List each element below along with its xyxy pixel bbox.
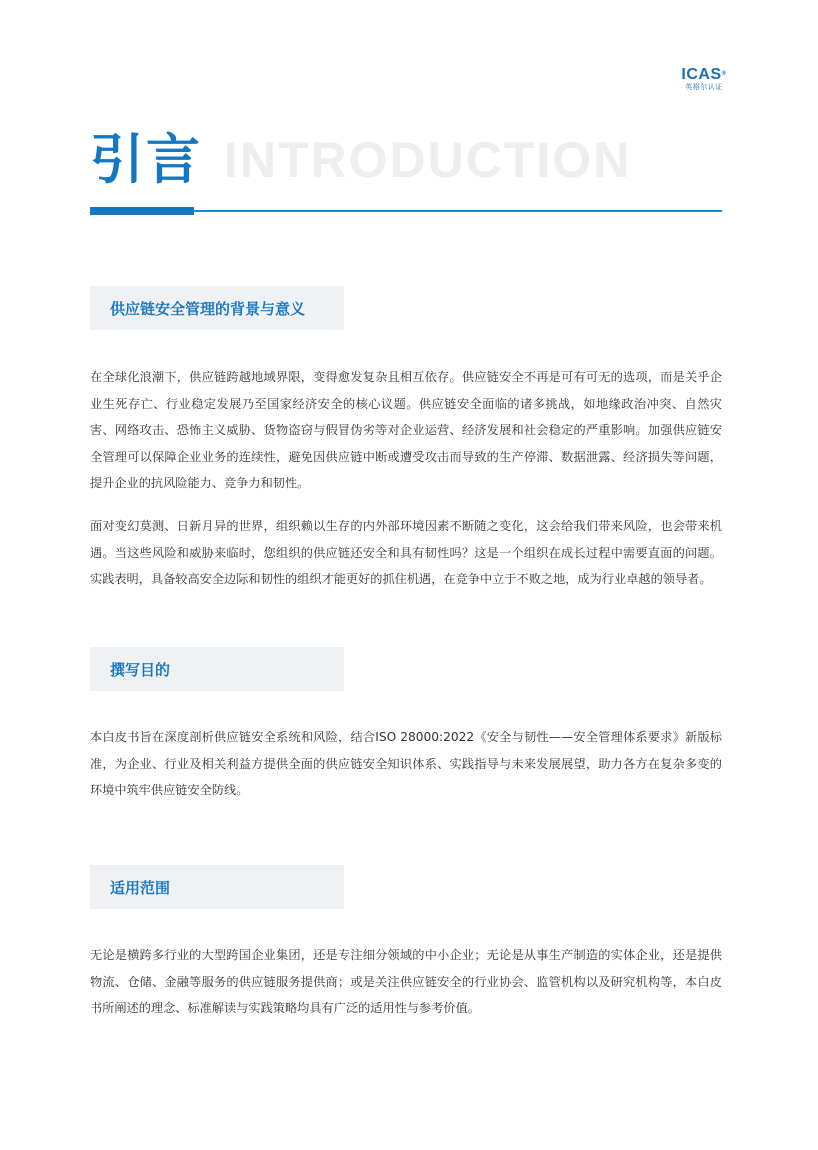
title-underline-accent — [90, 207, 194, 215]
section-heading-purpose: 撰写目的 — [90, 647, 344, 691]
section-heading-scope: 适用范围 — [90, 865, 344, 909]
page-title-english: INTRODUCTION — [224, 132, 632, 188]
icas-logo — [680, 66, 728, 92]
section-paragraph: 本白皮书旨在深度剖析供应链安全系统和风险，结合ISO 28000:2022《安全与韧性——安全管理体系要求》新版标准，为企业、行业及相关利益方提供全面的供应链安全知识体系、实践指导与未来发展展望，助力各方在复杂多变的环境中筑牢供应链安全防线。 — [90, 730, 722, 797]
section-paragraph: 在全球化浪潮下，供应链跨越地域界限，变得愈发复杂且相互依存。供应链安全不再是可有可无的选项，而是关乎企业生死存亡、行业稳定发展乃至国家经济安全的核心议题。供应链安全面临的诸多挑战，如地缘政治冲突、自然灾害、网络攻击、恐怖主义威胁、货物盗窃与假冒伪劣等对企业运营、经济发展和社会稳定的严重影响。加强供应链安全管理可以保障企业业务的连续性，避免因供应链中断或遭受攻击而导致的生产停滞、数据泄露、经济损失等问题，提升企业的抗风险能力、竞争力和韧性。 — [90, 370, 722, 490]
logo-mark: ICAS — [681, 66, 722, 83]
page-title-chinese: 引言 — [90, 128, 202, 191]
page-title — [90, 130, 631, 190]
title-underline-rule — [194, 210, 722, 212]
section-paragraph: 无论是横跨多行业的大型跨国企业集团，还是专注细分领域的中小企业；无论是从事生产制造的实体企业，还是提供物流、仓储、金融等服务的供应链服务提供商；或是关注供应链安全的行业协会、监管机构以及研究机构等，本白皮书所阐述的理念、标准解读与实践策略均具有广泛的适用性与参考价值。 — [90, 948, 722, 1015]
logo-subtitle: 英格尔认证 — [685, 83, 723, 91]
section-paragraph: 面对变幻莫测、日新月异的世界，组织赖以生存的内外部环境因素不断随之变化，这会给我们带来风险，也会带来机遇。当这些风险和威胁来临时，您组织的供应链还安全和具有韧性吗？这是一个组织在成长过程中需要直面的问题。实践表明，具备较高安全边际和韧性的组织才能更好的抓住机遇，在竞争中立于不败之地，成为行业卓越的领导者。 — [90, 519, 722, 586]
registered-mark: ® — [721, 71, 727, 77]
section-heading-background: 供应链安全管理的背景与意义 — [90, 286, 344, 330]
